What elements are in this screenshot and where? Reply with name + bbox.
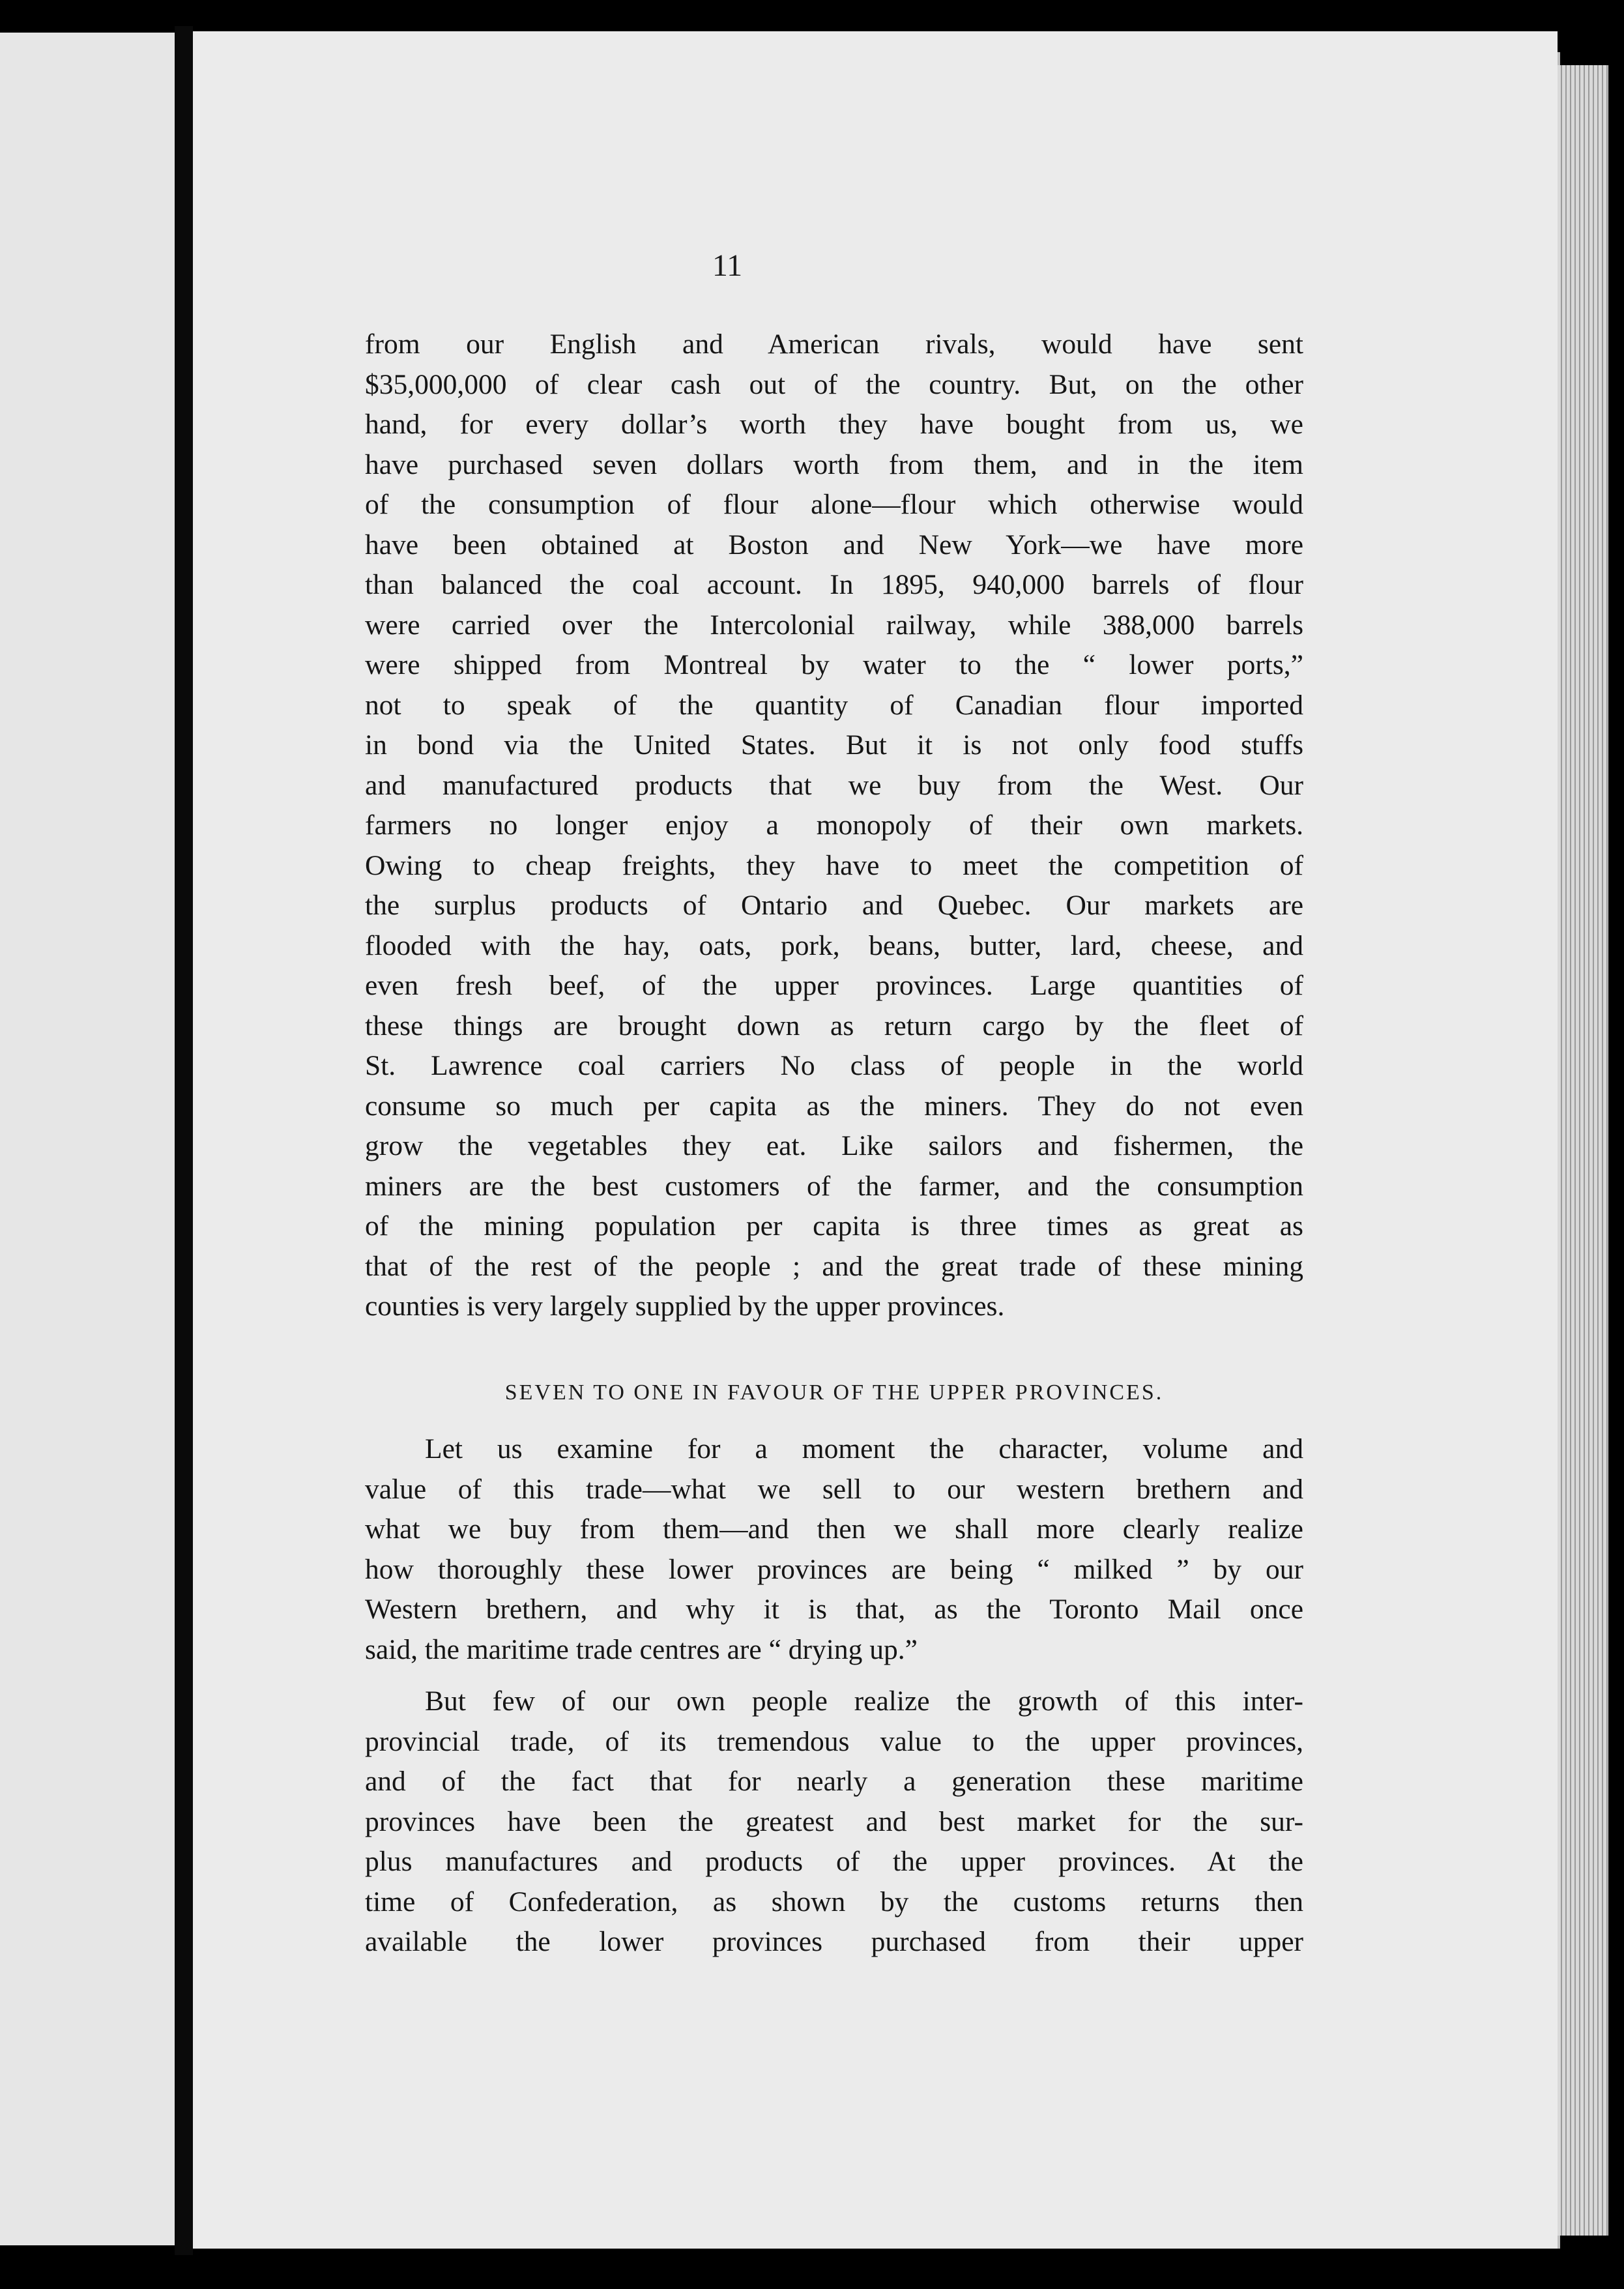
text-line: grow the vegetables they eat. Like sailors and fishermen, the	[365, 1130, 1303, 1161]
paragraph-1	[365, 325, 1303, 1327]
paragraph-3	[365, 1682, 1303, 1962]
text-line: were carried over the Intercolonial railway, while 388,000 barrels	[365, 609, 1303, 641]
text-line: than balanced the coal account. In 1895, 940,000 barrels of flour	[365, 569, 1303, 600]
book-gutter	[175, 26, 193, 2255]
paragraph-gap	[365, 1670, 1303, 1682]
book-page	[193, 31, 1558, 2249]
text-line: were shipped from Montreal by water to the “ lower ports,”	[365, 649, 1303, 680]
text-line: Owing to cheap freights, they have to meet the competition of	[365, 849, 1303, 881]
text-line: how thoroughly these lower provinces are being “ milked ” by our	[365, 1553, 1303, 1585]
text-line: plus manufactures and products of the upper provinces. At the	[365, 1846, 1303, 1877]
text-line: miners are the best customers of the farmer, and the consumption	[365, 1170, 1303, 1202]
text-line: available the lower provinces purchased from their upper	[365, 1926, 1303, 1957]
body-text	[365, 325, 1303, 1962]
text-line: $35,000,000 of clear cash out of the country. But, on the other	[365, 368, 1303, 400]
text-line: But few of our own people realize the growth of this inter-	[425, 1685, 1303, 1717]
text-line: what we buy from them—and then we shall more clearly realize	[365, 1513, 1303, 1545]
paragraph-2	[365, 1429, 1303, 1670]
section-heading: SEVEN TO ONE IN FAVOUR OF THE UPPER PROVINCES.	[504, 1380, 1164, 1405]
page-number: 11	[712, 248, 743, 283]
page-edges-stack	[1558, 65, 1608, 2236]
text-line: from our English and American rivals, would have sent	[365, 328, 1303, 360]
text-line: not to speak of the quantity of Canadian flour imported	[365, 689, 1303, 721]
text-line: in bond via the United States. But it is not only food stuffs	[365, 729, 1303, 761]
text-line: and manufactured products that we buy from the West. Our	[365, 769, 1303, 801]
text-line: these things are brought down as return cargo by the fleet of	[365, 1010, 1303, 1042]
text-line: the surplus products of Ontario and Quebec. Our markets are	[365, 890, 1303, 921]
text-line: St. Lawrence coal carriers No class of people in the world	[365, 1050, 1303, 1081]
text-line: even fresh beef, of the upper provinces. Large quantities of	[365, 970, 1303, 1001]
text-line: and of the fact that for nearly a generation these maritime	[365, 1766, 1303, 1797]
text-line: have purchased seven dollars worth from them, and in the item	[365, 448, 1303, 480]
text-line: farmers no longer enjoy a monopoly of their own markets.	[365, 809, 1303, 841]
text-line: flooded with the hay, oats, pork, beans, butter, lard, cheese, and	[365, 929, 1303, 961]
text-line: counties is very largely supplied by the upper provinces.	[365, 1290, 1005, 1322]
text-line: provinces have been the greatest and best market for the sur-	[365, 1805, 1303, 1837]
text-line: time of Confederation, as shown by the customs returns then	[365, 1886, 1303, 1917]
text-line: hand, for every dollar’s worth they have bought from us, we	[365, 409, 1303, 440]
text-line: that of the rest of the people ; and the great trade of these mining	[365, 1250, 1303, 1282]
text-line: provincial trade, of its tremendous value to the upper provinces,	[365, 1725, 1303, 1757]
text-line: Let us examine for a moment the character, volume and	[425, 1433, 1303, 1465]
text-line: said, the maritime trade centres are “ drying up.”	[365, 1633, 918, 1665]
text-line: of the mining population per capita is three times as great as	[365, 1210, 1303, 1242]
text-line: of the consumption of flour alone—flour which otherwise would	[365, 489, 1303, 520]
text-line: have been obtained at Boston and New York—we have more	[365, 529, 1303, 561]
text-line: value of this trade—what we sell to our western brethern and	[365, 1473, 1303, 1505]
facing-page-edge	[0, 33, 177, 2245]
text-line: consume so much per capita as the miners. They do not even	[365, 1090, 1303, 1122]
text-line: Western brethern, and why it is that, as the Toronto Mail once	[365, 1594, 1303, 1625]
